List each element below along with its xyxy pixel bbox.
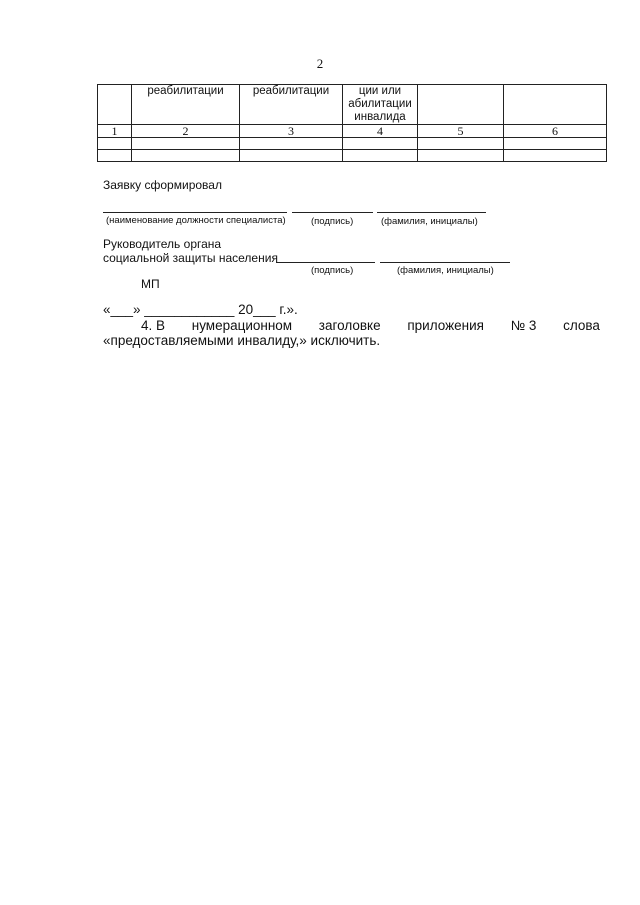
header-cell: реабилитации bbox=[240, 85, 343, 125]
head-name-caption: (фамилия, инициалы) bbox=[397, 265, 494, 276]
column-number-cell: 4 bbox=[343, 125, 418, 138]
head-title-line2: социальной защиты населения bbox=[103, 251, 278, 265]
specialist-caption: (наименование должности специалиста) bbox=[106, 215, 286, 226]
head-signature-line bbox=[276, 262, 375, 263]
paragraph-word: приложения bbox=[407, 318, 484, 333]
header-cell bbox=[418, 85, 504, 125]
name-line bbox=[377, 212, 486, 213]
head-signature-caption: (подпись) bbox=[311, 265, 354, 276]
paragraph-word: нумерационном bbox=[191, 318, 293, 333]
table-row bbox=[98, 150, 607, 162]
paragraph-line2: «предоставляемыми инвалиду,» исключить. bbox=[103, 333, 381, 348]
head-name-line bbox=[380, 262, 510, 263]
column-number-cell: 6 bbox=[504, 125, 607, 138]
column-number-cell: 2 bbox=[132, 125, 240, 138]
name-caption: (фамилия, инициалы) bbox=[381, 216, 478, 227]
head-title-line1: Руководитель органа bbox=[103, 237, 222, 251]
signature-line bbox=[292, 212, 373, 213]
header-cell bbox=[98, 85, 132, 125]
paragraph-line1 bbox=[103, 318, 600, 333]
header-cell bbox=[504, 85, 607, 125]
rehabilitation-table bbox=[97, 84, 607, 162]
header-cell: ции или абилитации инвалида bbox=[343, 85, 418, 125]
column-number-cell: 5 bbox=[418, 125, 504, 138]
paragraph-word: № 3 bbox=[510, 318, 537, 333]
table-row bbox=[98, 138, 607, 150]
signature-caption: (подпись) bbox=[311, 216, 354, 227]
column-number-cell: 3 bbox=[240, 125, 343, 138]
specialist-line bbox=[103, 212, 287, 213]
paragraph-word: слова bbox=[563, 318, 600, 333]
table-number-row bbox=[98, 125, 607, 138]
column-number-cell: 1 bbox=[98, 125, 132, 138]
date-line: «___» ____________ 20___ г.». bbox=[103, 302, 298, 317]
seal-label: МП bbox=[141, 277, 160, 291]
paragraph-word: заголовке bbox=[318, 318, 381, 333]
zayavka-label: Заявку сформировал bbox=[103, 178, 222, 192]
page-number: 2 bbox=[316, 56, 324, 71]
table-header-row bbox=[98, 85, 607, 125]
header-cell: реабилитации bbox=[132, 85, 240, 125]
paragraph-number: 4. В bbox=[141, 318, 166, 333]
